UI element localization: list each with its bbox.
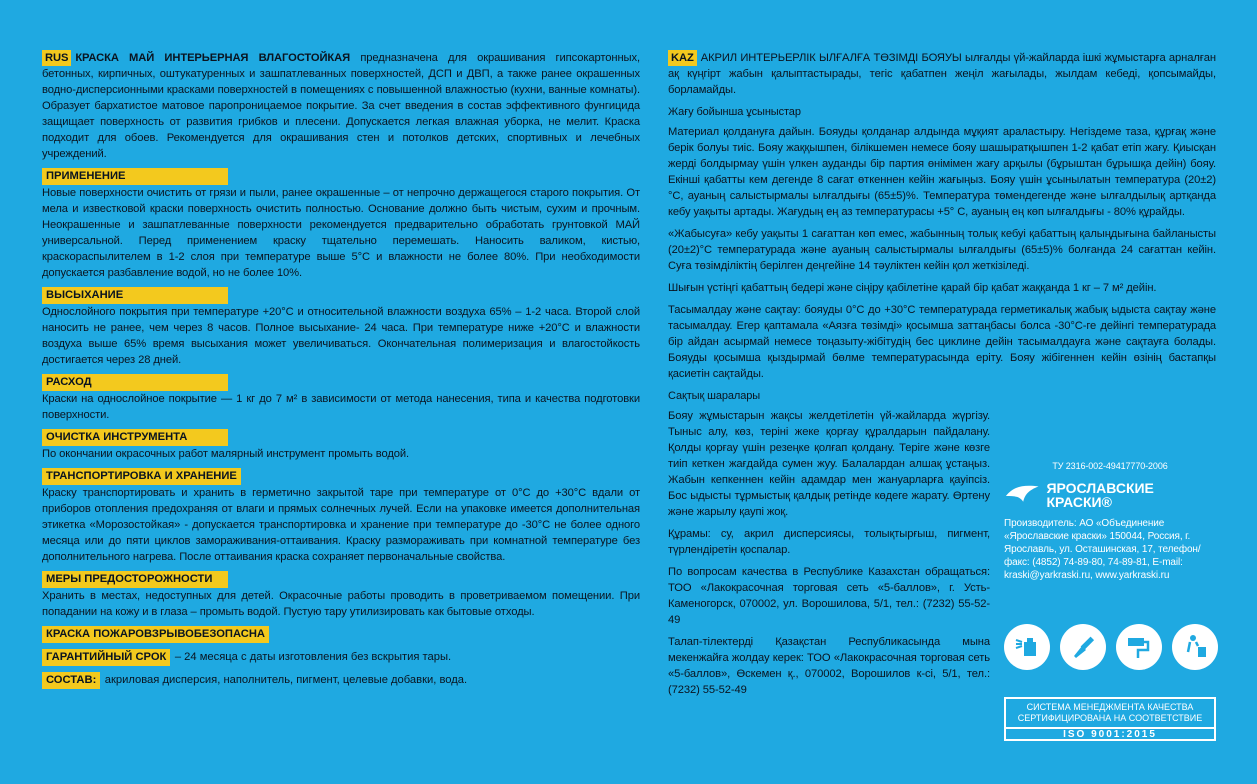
heading-drying: ВЫСЫХАНИЕ <box>42 287 228 304</box>
heading-warranty: ГАРАНТИЙНЫЙ СРОК <box>42 649 170 666</box>
dove-logo-icon <box>1004 482 1040 508</box>
tu-code: ТУ 2316-002-49417770-2006 <box>1052 461 1168 471</box>
text-transport: Краску транспортировать и хранить в герметично закрытой таре при температуре от 0°С до +30°С вдали от приборов отопления предохраняя от влаги и прямых солнечных лучей. Если на упаковке имеется дополнительная этикетка «Морозостойкая» - допускается транспортировка и хранение при температуре до -30°С не более одного месяца или до пяти циклов замораживания-оттаивания. Краску размораживать при комнатной температуре без дополнительного нагрева. После оттаивания краска сохраняет первоначальные свойства. <box>42 487 640 563</box>
kaz-storage: Тасымалдау және сақтау: бояуды 0°С до +30°С температурада герметикалық жабық ыдыста сақтау және тасымалдау. Егер қаптамала «Аязға төзімді» қосымша заттаңбасы болса -30°С-ге дейінгі температурада бір айдан асырмай немесе тоңазыту-жібітудің бес циклине дейін тасымалдауға және сақтауға болады. Бояуды қосымша қыздырмай бөлме температурасында еріту. Бояу жібігеннен кейін өзінің бастапқы қасиетін сақтайды. <box>668 304 1216 380</box>
kaz-composition: Құрамы: су, акрил дисперсиясы, толықтырғыш, пигмент, түрлендіретін қоспалар. <box>668 528 990 556</box>
quality-contact-ru: По вопросам качества в Республике Казахстан обращаться: ТОО «Лакокрасочная торговая сеть «5-баллов», г. Усть-Каменогорск, 070002, ул. Ворошилова, 5/1, тел.: (7232) 55-52-49 <box>668 566 990 626</box>
iso-standard: ISO 9001:2015 <box>1006 727 1214 740</box>
heading-consumption: РАСХОД <box>42 374 228 391</box>
iso-certificate-badge <box>1004 697 1216 741</box>
rus-product-title: КРАСКА МАЙ ИНТЕРЬЕРНАЯ ВЛАГОСТОЙКАЯ <box>75 52 351 64</box>
heading-application: ПРИМЕНЕНИЕ <box>42 168 228 185</box>
heading-transport: ТРАНСПОРТИРОВКА И ХРАНЕНИЕ <box>42 468 241 485</box>
trash-bin-icon <box>1172 624 1218 670</box>
kaz-heading-usage: Жағу бойынша ұсыныстар <box>668 106 801 118</box>
text-cleaning: По окончании окрасочных работ малярный инструмент промыть водой. <box>42 448 410 460</box>
text-precautions: Хранить в местах, недоступных для детей. Окрасочные работы проводить в проветриваемом помещении. При попадании на кожу и в глаза – промыть водой. Пустую тару утилизировать как бытовые отходы. <box>42 590 640 618</box>
brand-name: ЯРОСЛАВСКИЕ КРАСКИ® <box>1046 480 1154 510</box>
usage-icons <box>1004 624 1218 670</box>
kaz-intro: KAZ АКРИЛ ИНТЕРЬЕРЛІК ЫЛҒАЛҒА ТӨЗІМДІ БОЯУЫ ылғалды үй-жайларда ішкі жұмыстарға арналған ақ күңгірт жабын қалыптастырады, тегіс қабатпен жеңіл жағылады, жылдам кебеді, қопсымайды, борламайды. <box>668 52 1216 96</box>
roller-icon <box>1116 624 1162 670</box>
rus-tag: RUS <box>42 50 71 66</box>
kaz-heading-composition: Құрамы: <box>668 528 711 540</box>
text-application: Новые поверхности очистить от грязи и пыли, ранее окрашенные – от непрочно держащегося старого покрытия. От мела и известковой краски поверхность очистить полностью. Основание должно быть чистым, сухим и прочным. Неокрашенные и зашпатлеванные поверхности рекомендуется предварительно обработать грунтовкой МАЙ универсальной. Перед применением краску тщательно перемешать. Наносить валиком, кистью, краскораспылителем в 1-2 слоя при температуре выше 5°С и влажности не более 80%. При необходимости допускается разбавление водой, но не более 10%. <box>42 187 640 279</box>
kaz-heading-storage: Тасымалдау және сақтау: <box>668 304 801 316</box>
kaz-text-drying: «Жабысуға» кебу уақыты 1 сағаттан көп емес, жабынның толық кебуі қабаттың қалыңдығына байланысты (20±2)°С температурада және ауаның салыстырмалы ылғалдығы (65±5)% болғанда 24 сағаттан кейін. Суға төзімділіктің берілген деңгейіне 14 тәуліктен кейін қол жеткізіледі. <box>668 228 1216 272</box>
text-composition: акриловая дисперсия, наполнитель, пигмент, целевые добавки, вода. <box>104 674 468 686</box>
kaz-consumption: Шығын үстіңгі қабаттың бедері және сіңіру қабілетіне қарай бір қабат жаққанда 1 кг – 7 м² дейін. <box>668 282 1157 294</box>
cert-text: СИСТЕМА МЕНЕДЖМЕНТА КАЧЕСТВА СЕРТИФИЦИРОВАНА НА СООТВЕТСТВИЕ <box>1017 702 1203 723</box>
spray-icon <box>1004 624 1050 670</box>
brand-block <box>1004 460 1216 582</box>
brush-icon <box>1060 624 1106 670</box>
kaz-tag: KAZ <box>668 50 697 66</box>
rus-intro: RUS КРАСКА МАЙ ИНТЕРЬЕРНАЯ ВЛАГОСТОЙКАЯ предназначена для окрашивания гипсокартонных, бетонных, кирпичных, оштукатуренных и зашпатлеванных поверхностей, ДСП и ДВП, а также ранее окрашенных водно-дисперсионными красками поверхностей в помещениях с повышенной влажностью (кухни, ванные комнаты). Образует бархатистое матовое паропроницаемое покрытие. За счет введения в состав эффективного фунгицида защищает поверхность от развития грибков и плесени. Допускается легкая влажная уборка, не мелит. Краска подходит для обоев. Рекомендуется для окрашивания стен и потолков детских, спортивных и лечебных учреждений. <box>42 52 641 160</box>
russian-column <box>42 50 640 689</box>
heading-precautions: МЕРЫ ПРЕДОСТОРОЖНОСТИ <box>42 571 228 588</box>
text-warranty: – 24 месяца с даты изготовления без вскрытия тары. <box>174 651 452 663</box>
kaz-text-safety: Бояу жұмыстарын жақсы желдетілетін үй-жайларда жүргізу. Тыныс алу, көз, теріні жеке қорғау құралдарын пайдалану. Қолды қорғау үшін резеңке қолғап қолдану. Терiге және көзге тиiп кеткен жағдайда сумен жуу. Балалардан алшақ ұстаңыз. Жабын кепкеннен кейін адамдар мен жануарларға қауіпсіз. Бос ыдысты тұрмыстық қалдық ретінде көдеге жарату. Өртену және жарылу қаупі жоқ. <box>668 410 990 518</box>
text-drying: Однослойного покрытия при температуре +20°С и относительной влажности воздуха 65% – 1-2 часа. Второй слой наносить не ранее, чем через 8 часов. Полное высыхание- 24 часа. При температуре ниже +20°С и влажности воздуха выше 65% время высыхания может увеличиваться. Окончательная полимеризация и влагостойкость достигается через 28 дней. <box>42 306 640 366</box>
kazakh-column <box>668 50 1216 698</box>
heading-cleaning: ОЧИСТКА ИНСТРУМЕНТА <box>42 429 228 446</box>
kaz-heading-consumption: Шығын <box>668 282 705 294</box>
kaz-text-usage: Материал қолдануға дайын. Бояуды қолданар алдында мұқият араластыру. Негіздеме таза, құрғақ және берік болуы тиіс. Бояу жаққышпен, білікшемен немесе бояу шашыратқышпен 1-2 қабат етіп жағу. Қиысқан жерді болдырмау үшін үлкен ауданды бір партия өнімімен жағу арқылы (бұрыштан бұрышқа дейін) бояу. Екінші қабатты кем дегенде 8 сағат өткеннен кейін жағыңыз. Бояу үшін ұсынылатын температура (20±2)°С, ауаның салыстырмалы ылғалдығы (65±5)%. Температура төмендегенде және ылғалдылық артқанда кебу уақыты артады. Жағудың ең аз температурасы +5° С, ауаның ең көп ылғалдығы - 80% құрайды. <box>668 126 1216 218</box>
heading-fire-safe: КРАСКА ПОЖАРОВЗРЫВОБЕЗОПАСНА <box>42 626 269 643</box>
brand-logo <box>1004 481 1216 509</box>
quality-contact-kz: Талап-тілектерді Қазақстан Республикасында мына мекенжайға жолдау керек: ТОО «Лакокрасочная торговая сеть «5-баллов», Өскемен қ., 070002, Ворошилов к-сі, 5/1, тел.: (7232) 55-52-49 <box>668 636 990 696</box>
kaz-heading-safety: Сақтық шаралары <box>668 390 761 402</box>
producer-info: Производитель: АО «Объединение «Ярославские краски» 150044, Россия, г. Ярославль, ул. Осташинская, 17, телефон/факс: (4852) 74-89-80, 74-89-81, E-mail: kraski@yarkraski.ru, www.yarkraski.ru <box>1004 518 1201 581</box>
heading-composition: СОСТАВ: <box>42 672 100 689</box>
text-consumption: Краски на однослойное покрытие — 1 кг до 7 м² в зависимости от метода нанесения, типа и качества подготовки поверхности. <box>42 393 640 421</box>
